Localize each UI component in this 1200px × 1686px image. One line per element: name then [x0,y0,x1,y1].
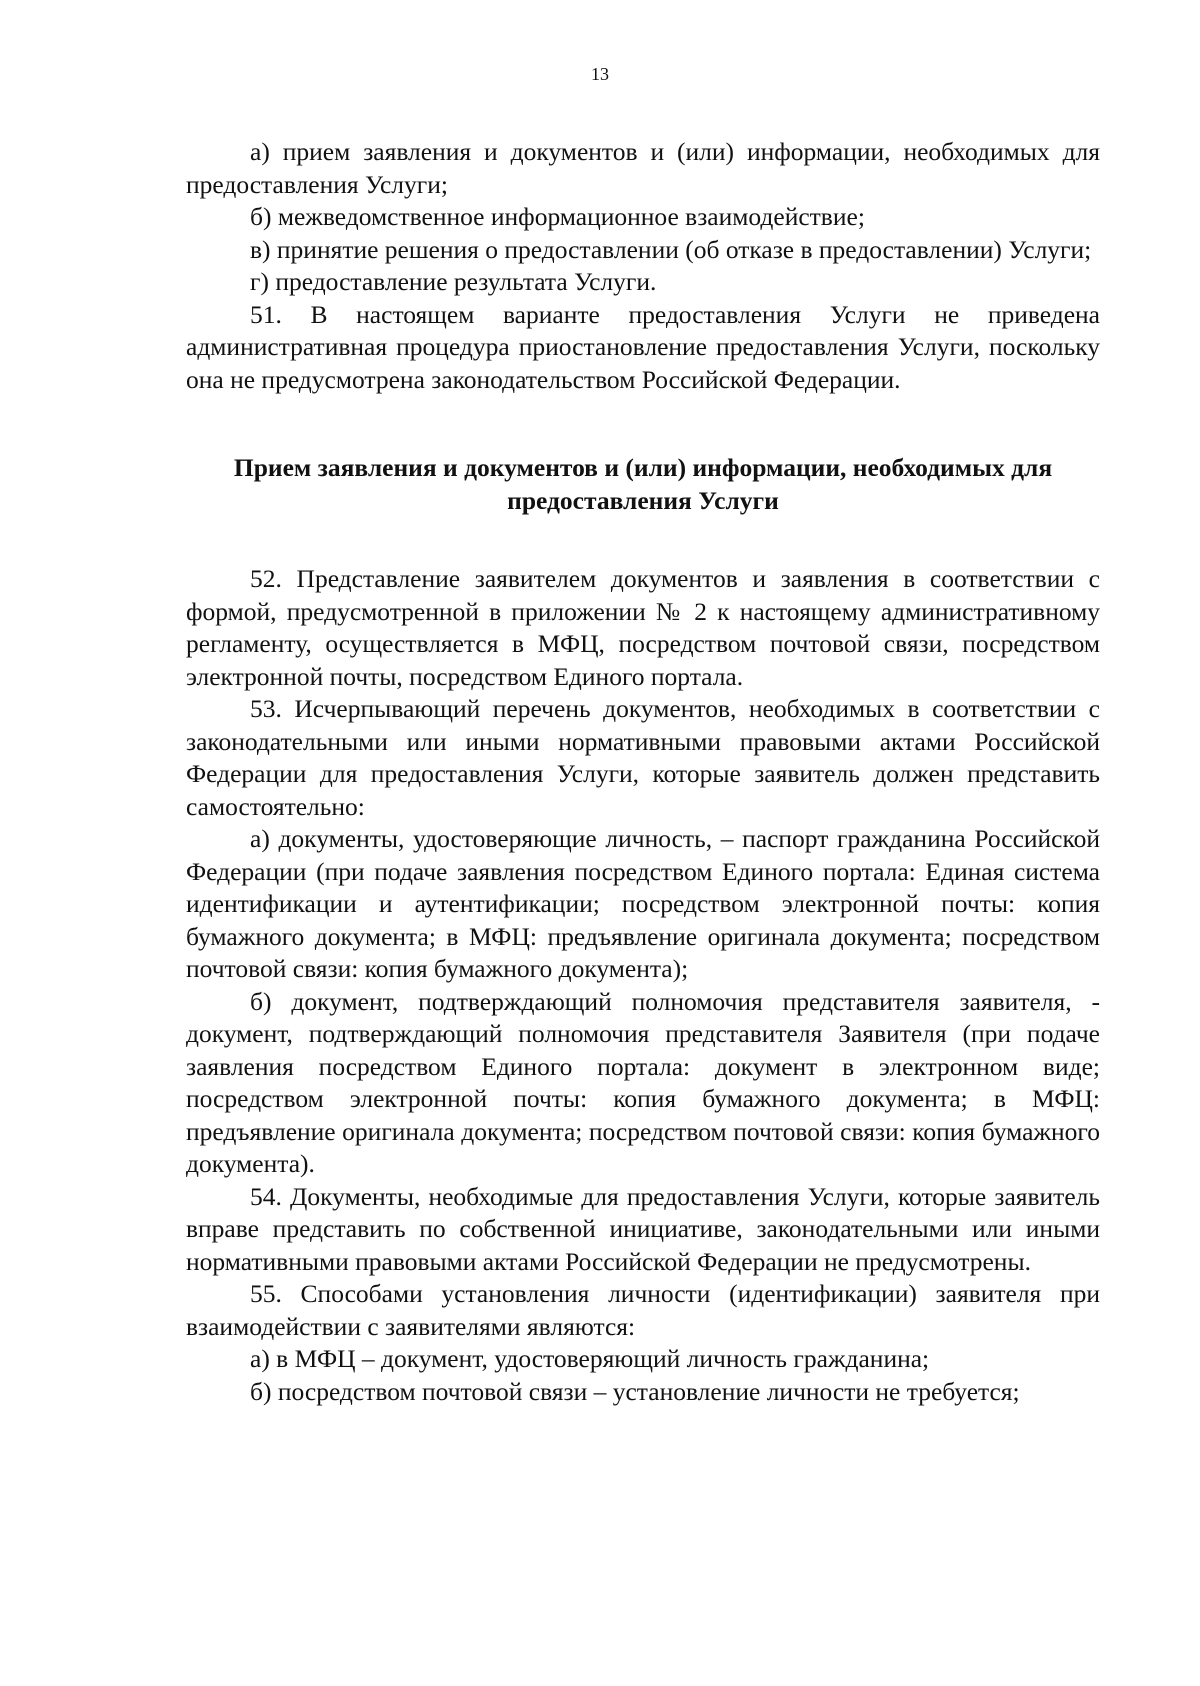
document-body [186,136,1100,1408]
paragraph-52: 52. Представление заявителем документов и заявления в соответствии с формой, предусмотренной в приложении № 2 к настоящему административному регламенту, осуществляется в МФЦ, посредством почтовой связи, посредством электронной почты, посредством Единого портала. [186,564,1100,691]
paragraph-51: 51. В настоящем варианте предоставления Услуги не приведена административная процедура приостановление предоставления Услуги, поскольку она не предусмотрена законодательством Российской Федерации. [186,299,1100,394]
paragraph-54: 54. Документы, необходимые для предоставления Услуги, которые заявитель вправе представить по собственной инициативе, законодательными или иными нормативными правовыми актами Российской Федерации не предусмотрены. [186,1181,1100,1276]
paragraph-55: 55. Способами установления личности (идентификации) заявителя при взаимодействии с заявителями являются: [186,1279,1100,1341]
paragraph-item-v: в) принятие решения о предоставлении (об отказе в предоставлении) Услуги; [250,234,1092,264]
paragraph-item-g: г) предоставление результата Услуги. [250,267,657,296]
paragraph-53-a: а) документы, удостоверяющие личность, – паспорт гражданина Российской Федерации (при подаче заявления посредством Единого портала: Единая система идентификации и аутентификации; посредством электронной почты: копия бумажного документа; в МФЦ: предъявление оригинала документа; посредством почтовой связи: копия бумажного документа); [186,824,1100,983]
section-heading-line-2: предоставления Услуги [507,486,779,515]
paragraph-55-a: а) в МФЦ – документ, удостоверяющий личность гражданина; [250,1344,930,1373]
section-heading-line-1: Прием заявления и документов и (или) информации, необходимых для [233,453,1053,482]
paragraph-53-b: б) документ, подтверждающий полномочия представителя заявителя, - документ, подтверждающий полномочия представителя Заявителя (при подаче заявления посредством Единого портала: документ в электронном виде; посредством электронной почты: копия бумажного документа; в МФЦ: предъявление оригинала документа; посредством почтовой связи: копия бумажного документа). [186,986,1100,1178]
paragraph-item-b: б) межведомственное информационное взаимодействие; [250,202,865,231]
paragraph-item-a: а) прием заявления и документов и (или) информации, необходимых для предоставления Услуги; [186,137,1100,199]
section-heading [186,451,1100,517]
paragraph-53: 53. Исчерпывающий перечень документов, необходимых в соответствии с законодательными или иными нормативными правовыми актами Российской Федерации для предоставления Услуги, которые заявитель должен представить самостоятельно: [186,694,1100,821]
page-number: 13 [591,64,609,84]
paragraph-55-b: б) посредством почтовой связи – установление личности не требуется; [250,1376,1020,1406]
